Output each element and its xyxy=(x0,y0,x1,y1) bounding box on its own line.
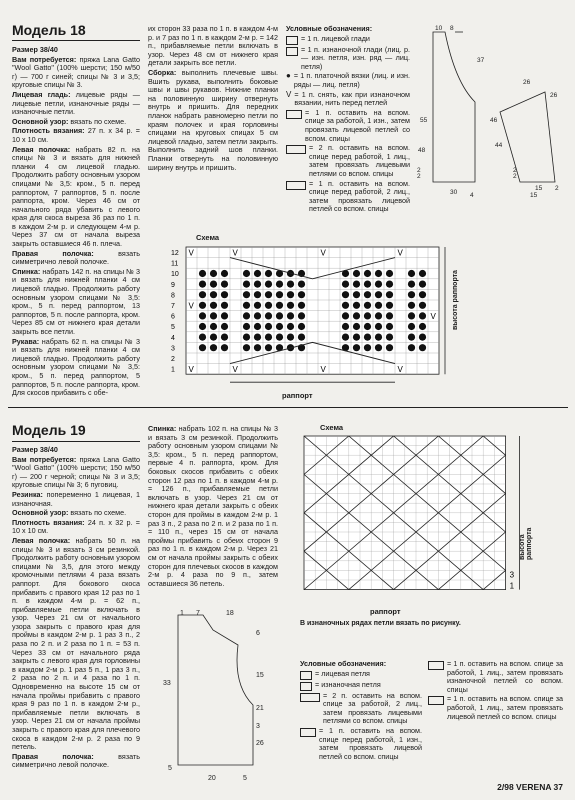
slip-v-mark: V xyxy=(320,365,326,375)
purl-dot xyxy=(243,302,250,309)
row-number: 4 xyxy=(171,334,175,342)
front-piece-outline xyxy=(433,32,475,182)
purl-dot xyxy=(265,323,272,330)
purl-dot xyxy=(243,334,250,341)
section-divider xyxy=(8,407,568,408)
paragraph xyxy=(12,456,140,490)
paragraph-lead: Рукава: xyxy=(12,336,40,346)
paragraph xyxy=(12,753,140,770)
row-number: 8 xyxy=(171,292,175,300)
cable-left-icon xyxy=(286,145,306,154)
cable-right-icon xyxy=(286,110,302,119)
purl-dot xyxy=(287,334,294,341)
purl-dot xyxy=(408,312,415,319)
purl-dot xyxy=(210,323,217,330)
rapport-label: раппорт xyxy=(370,607,401,616)
knit-square-icon xyxy=(300,671,312,680)
model-18-title: Модель 18 xyxy=(12,22,86,38)
paragraph-lead: Сборка: xyxy=(148,67,177,77)
purl-dot xyxy=(353,334,360,341)
purl-dot xyxy=(210,312,217,319)
legend-item: ● = 1 п. платочной вязки (лиц. и изн. ряды — лиц. петля) xyxy=(286,71,410,89)
purl-dot xyxy=(199,312,206,319)
purl-dot xyxy=(254,344,261,351)
purl-dot xyxy=(364,281,371,288)
row-number: 9 xyxy=(171,281,175,289)
purl-dot xyxy=(265,334,272,341)
paragraph-text: набрать 142 п. на спицы № 3 и вязать для нижней планки 4 см лицевой гладью. Продолжить работу основным узором спицами № 3,5: кром., 5 п. перед раппортом, 13 раппортов, 5 п. после раппорта, кром. Через 85 см от нижнего края детали закрыть все петли. xyxy=(12,266,140,336)
paragraph-lead: Основной узор: xyxy=(12,116,69,126)
purl-dot xyxy=(408,270,415,277)
purl-dot xyxy=(254,270,261,277)
paragraph xyxy=(12,56,140,90)
purl-dot xyxy=(419,323,426,330)
dim-label: 6 xyxy=(256,630,260,637)
purl-dot xyxy=(199,344,206,351)
purl-dot xyxy=(364,334,371,341)
purl-dot xyxy=(254,312,261,319)
dim-label: 2 xyxy=(555,185,559,192)
purl-dot xyxy=(265,302,272,309)
model-18-schema-title: Схема xyxy=(196,233,220,242)
purl-dot xyxy=(353,323,360,330)
paragraph-text: вязать симметрично левой полочке. xyxy=(12,248,140,267)
purl-dot xyxy=(265,291,272,298)
paragraph xyxy=(12,537,140,752)
legend-title: Условные обозначения: xyxy=(286,24,373,33)
purl-dot xyxy=(386,323,393,330)
model-19-column-2 xyxy=(148,425,278,595)
purl-dot xyxy=(419,270,426,277)
title-underline xyxy=(12,40,140,41)
paragraph-text: набрать 82 п. на спицы № 3 и вязать для нижней планки 4 см лицевой гладью. Продолжить работу основным узором спицами № 3,5: кром., 5 п. перед раппортом, 7 раппортов, 5 п. после раппорта, кром. Через 46 см от начального ряда убавить с левого края для скоса выреза 36 раз по 1 п. в каждом 2-м р. и следующем 4-м р. Через 37 см от начала выреза закрыть оставшиеся 46 п. плеча. xyxy=(12,144,140,249)
purl-dot xyxy=(375,291,382,298)
purl-dot xyxy=(298,291,305,298)
dim-label: 2 xyxy=(513,167,517,174)
purl-dot xyxy=(375,344,382,351)
purl-dot xyxy=(210,334,217,341)
paragraph xyxy=(12,446,140,455)
purl-dot xyxy=(408,302,415,309)
paragraph-text: 27 п. x 34 р. = 10 x 10 см. xyxy=(12,126,140,144)
dim-label: 15 xyxy=(535,185,543,192)
purl-dot xyxy=(254,291,261,298)
purl-dot-square-icon xyxy=(286,47,298,56)
model-19-title: Модель 19 xyxy=(12,422,86,438)
model-19-legend-left xyxy=(300,660,422,770)
paragraph-text: вязать симметрично левой полочке. xyxy=(12,751,140,770)
purl-dot xyxy=(408,291,415,298)
purl-dot xyxy=(342,334,349,341)
dim-label: 10 xyxy=(435,25,443,32)
row-number: 2 xyxy=(171,356,175,363)
row-number: 11 xyxy=(171,260,179,268)
paragraph-text: лицевые ряды — лицевые петли, изнаночные ряды — изнаночные петли. xyxy=(12,89,140,117)
purl-dot xyxy=(254,281,261,288)
paragraph-text: их сторон 33 раза по 1 п. в каждом 4-м р. и 7 раз по 1 п. в каждом 2-м р. = 142 п., прибавляемые петли включать в узор. Через 48 см от нижнего края детали закрыть все петли. xyxy=(148,24,278,68)
purl-dot xyxy=(243,270,250,277)
dim-label: 26 xyxy=(550,92,558,99)
purl-dot xyxy=(287,312,294,319)
legend-item: = 1 п. оставить на вспом. спице за работой, 1 лиц., затем провязать изнаночной петлей со вспом. спицы xyxy=(428,660,563,694)
legend-title: Условные обозначения: xyxy=(300,659,387,668)
row-number: 1 xyxy=(509,581,515,591)
cable-front-icon xyxy=(300,728,316,737)
slip-v-mark: V xyxy=(397,365,403,375)
paragraph xyxy=(12,338,140,398)
purl-dot xyxy=(375,302,382,309)
paragraph xyxy=(12,509,140,518)
row-number: 3 xyxy=(509,570,515,580)
purl-dot xyxy=(265,344,272,351)
model-19-legend-right xyxy=(428,660,563,750)
rapport-height-label: высота раппорта xyxy=(452,270,459,330)
paragraph xyxy=(12,250,140,267)
purl-dot xyxy=(243,323,250,330)
row-number: 3 xyxy=(171,345,175,353)
purl-dot xyxy=(298,334,305,341)
purl-dot xyxy=(199,334,206,341)
cable-right-purl-icon xyxy=(428,661,444,670)
cable-back-icon xyxy=(300,693,320,702)
purl-dot xyxy=(364,312,371,319)
paragraph-text: набрать 50 п. на спицы № 3 и вязать 3 см резинкой. Продолжить работу основным узором спицами № 3,5, для этого между кромочными петлями 4 раза вязать раппорт. Для бокового скоса прибавить с правого края 12 раз по 1 п. в каждом 4-м р. = 62 п., прибавляемые петли включать в узор. Через 21 см от начального узора закрыть с правого края для проймы в каждом 2-м р. 1 раз 3 п., 2 раза по 2 п. и 2 раза по 1 п. = 53 п. Через 33 см от начального ряда закрыть с левого края для горловины в каждом 2-м р. 1 раз 5 п., 1 раз 3 п., 2 раза по 2 п. и 4 раза по 1 п. Одновременно на высоте 15 см от начала проймы прибавить с правого края 9 раз по 1 п. в каждом 2-м р., прибавляемые петли включать в узор. Через 21 см от начала проймы закрыть с правого края для плечевого скоса в каждом 2-м р. 2 раза по 9 петель. xyxy=(12,535,140,752)
slip-v-mark: V xyxy=(188,248,194,258)
purl-dot xyxy=(199,270,206,277)
purl-dot xyxy=(276,281,283,288)
purl-dot xyxy=(408,344,415,351)
purl-dot xyxy=(221,281,228,288)
paragraph-text: попеременно 1 лицевая, 1 изнаночная. xyxy=(12,489,140,508)
purl-dot xyxy=(210,291,217,298)
model-18-column-1 xyxy=(12,46,140,401)
legend-item: = 2 п. оставить на вспом. спице перед работой, 1 лиц., затем провязать лицевыми петлями со вспом. спицы xyxy=(286,144,410,178)
purl-dot xyxy=(375,270,382,277)
purl-line-icon xyxy=(300,682,312,691)
purl-dot xyxy=(199,302,206,309)
paragraph-lead: Размер 38/40 xyxy=(12,45,58,54)
paragraph-lead: Правая полочка: xyxy=(12,751,94,761)
front-piece-outline xyxy=(178,615,253,765)
dim-label: 1 xyxy=(180,610,184,617)
purl-dot xyxy=(210,344,217,351)
purl-dot xyxy=(276,334,283,341)
dim-label: 2 xyxy=(417,173,421,180)
purl-dot xyxy=(364,344,371,351)
purl-dot xyxy=(419,281,426,288)
paragraph xyxy=(12,118,140,127)
purl-dot xyxy=(298,302,305,309)
purl-dot xyxy=(221,334,228,341)
row-number: 1 xyxy=(171,366,175,374)
paragraph xyxy=(12,268,140,337)
paragraph xyxy=(12,519,140,536)
knit-square-icon xyxy=(286,36,298,45)
purl-dot xyxy=(287,323,294,330)
purl-dot xyxy=(386,291,393,298)
purl-dot xyxy=(408,323,415,330)
model-18-column-2 xyxy=(148,25,278,230)
legend-item: = лицевая петля xyxy=(300,670,422,680)
paragraph-lead: Лицевая гладь: xyxy=(12,89,71,99)
dim-label: 48 xyxy=(418,147,426,154)
rapport-height-label: высота раппорта xyxy=(519,527,533,560)
model-19-schema-title: Схема xyxy=(320,423,344,432)
purl-dot xyxy=(254,323,261,330)
slip-v-mark: V xyxy=(188,365,194,375)
row-number: 12 xyxy=(171,250,179,257)
legend-item: = 2 п. оставить на вспом. спице за работой, 2 лиц., затем провязать лицевыми петлями со вспом. спицы xyxy=(300,692,422,726)
purl-dot xyxy=(287,302,294,309)
dim-label: 26 xyxy=(523,79,531,86)
purl-dot xyxy=(342,323,349,330)
paragraph-text: пряжа Lana Gatto "Wool Gatto" (100% шерсти; 150 м/50 г) — 200 г черной; спицы № 3 и 3,5; круговые спицы № 3; 6 пуговиц. xyxy=(12,454,140,490)
paragraph-lead: Вам потребуется: xyxy=(12,54,77,64)
dim-label: 18 xyxy=(226,610,234,617)
row-number: 7 xyxy=(171,303,175,310)
purl-dot xyxy=(353,302,360,309)
purl-dot xyxy=(298,281,305,288)
purl-dot xyxy=(221,312,228,319)
purl-dot xyxy=(276,302,283,309)
purl-dot xyxy=(199,291,206,298)
purl-dot xyxy=(342,281,349,288)
purl-dot xyxy=(342,291,349,298)
purl-dot xyxy=(276,323,283,330)
purl-dot xyxy=(353,291,360,298)
slip-v-mark: V xyxy=(430,312,436,322)
paragraph xyxy=(12,146,140,249)
purl-dot xyxy=(254,302,261,309)
paragraph-text: выполнить плечевые швы. Вшить рукава, выполнить боковые швы и швы рукавов. Нижние планки на половинную ширину отвернуть внутрь и пришить. Для передних планок набрать равномерно петли по краям полочек и края горловины спицами на круговых спицах 5 см лицевой гладью, затем петли закрыть. Выполнить задний шов планки. Планки отвернуть на половинную ширину внутрь и пришить. xyxy=(148,67,278,172)
purl-dot xyxy=(408,334,415,341)
purl-dot xyxy=(386,344,393,351)
purl-dot xyxy=(364,323,371,330)
purl-dot xyxy=(298,312,305,319)
rapport-label: раппорт xyxy=(282,391,313,400)
paragraph-lead: Размер 38/40 xyxy=(12,445,58,454)
dim-label: 15 xyxy=(530,192,538,199)
legend-item: = 1 п. оставить на вспом. спице за работой, 1 лиц., затем провязать лицевой петлей со вспом. спицы xyxy=(428,695,563,721)
paragraph-lead: Основной узор: xyxy=(12,508,69,518)
legend-item: = 1 п. оставить на вспом. спице перед работой, 2 лиц., затем провязать лицевой петлей со вспом. спицы xyxy=(286,180,410,214)
purl-dot xyxy=(243,281,250,288)
purl-dot xyxy=(419,302,426,309)
purl-dot xyxy=(265,281,272,288)
purl-dot xyxy=(221,302,228,309)
paragraph-lead: Правая полочка: xyxy=(12,248,94,258)
dim-label: 33 xyxy=(163,680,171,687)
dim-label: 5 xyxy=(168,765,172,772)
paragraph-text: пряжа Lana Gatto "Wool Gatto" (100% шерсти; 150 м/50 г) — 700 г синей; спицы № 3 и 3,5; круговые спицы № 3. xyxy=(12,54,140,90)
purl-dot xyxy=(375,281,382,288)
paragraph-text: 24 п. x 32 р. = 10 x 10 см. xyxy=(12,517,140,536)
slip-v-mark: V xyxy=(188,301,194,311)
dim-label: 2 xyxy=(417,167,421,174)
paragraph xyxy=(148,425,278,588)
sleeve-outline xyxy=(500,92,555,182)
purl-dot xyxy=(419,312,426,319)
purl-dot xyxy=(353,270,360,277)
purl-dot xyxy=(419,344,426,351)
purl-dot xyxy=(210,270,217,277)
paragraph-lead: Плотность вязания: xyxy=(12,126,85,136)
purl-dot xyxy=(386,281,393,288)
paragraph-text: набрать 102 п. на спицы № 3 и вязать 3 см резинкой. Продолжить работу основным узором спицами № 3,5: кром., 5 п. перед раппортом, первые 4 п. раппорта, кром. Для боковых скосов прибавить с обеих сторон 12 раз по 1 п. в каждом 4-м р. = 126 п., прибавляемые петли включать в узор. Через 21 см от нижнего края детали закрыть с обеих сторон для проймы в каждом 2-м р. 1 раз 3 п., 2 раза по 2 п. и 2 раза по 1 п. = 110 п., через 15 см от начала проймы прибавить с обеих сторон 9 раз по 1 п. в каждом 2-м р. Через 21 см от начала проймы закрыть с обеих сторон для плечевых скосов в каждом 2-м р. 4 раза по 9 п., затем оставшиеся 36 петель. xyxy=(148,424,278,588)
model-18-garment-diagram xyxy=(415,22,570,212)
dim-label: 7 xyxy=(196,610,200,617)
purl-row-note: В изнаночных рядах петли вязать по рисунку. xyxy=(300,620,461,627)
purl-dot xyxy=(287,291,294,298)
model-19-chart xyxy=(300,432,515,602)
purl-dot xyxy=(375,323,382,330)
paragraph xyxy=(148,69,278,172)
dim-label: 55 xyxy=(420,117,428,124)
purl-dot xyxy=(221,270,228,277)
row-number: 5 xyxy=(171,324,175,332)
legend-item: = 1 п. изнаночной глади (лиц. р. — изн. петля, изн. ряд — лиц. петля) xyxy=(286,46,410,72)
purl-dot xyxy=(243,312,250,319)
dim-label: 21 xyxy=(256,705,264,712)
purl-dot xyxy=(221,323,228,330)
purl-dot xyxy=(210,302,217,309)
paragraph-lead: Плотность вязания: xyxy=(12,517,85,527)
purl-dot xyxy=(364,270,371,277)
paragraph-text: вязать по схеме. xyxy=(68,508,127,518)
purl-dot xyxy=(408,281,415,288)
paragraph-lead: Левая полочка: xyxy=(12,144,71,154)
purl-dot xyxy=(386,312,393,319)
purl-dot xyxy=(265,270,272,277)
dim-label: 30 xyxy=(450,189,458,196)
purl-dot xyxy=(386,334,393,341)
paragraph-lead: Вам потребуется: xyxy=(12,454,77,464)
purl-dot xyxy=(221,291,228,298)
paragraph-lead: Спинка: xyxy=(148,424,177,433)
legend-item: = изнаночная петля xyxy=(300,681,422,691)
paragraph-text: вязать по схеме. xyxy=(68,116,127,126)
dim-label: 8 xyxy=(450,25,454,32)
purl-dot xyxy=(210,281,217,288)
slip-v-mark: V xyxy=(397,248,403,258)
paragraph xyxy=(12,91,140,117)
purl-dot xyxy=(298,323,305,330)
paragraph xyxy=(12,46,140,55)
purl-dot xyxy=(342,302,349,309)
purl-dot xyxy=(276,312,283,319)
slip-v-mark: V xyxy=(232,248,238,258)
purl-dot xyxy=(353,312,360,319)
paragraph xyxy=(12,127,140,144)
purl-dot xyxy=(419,334,426,341)
purl-dot xyxy=(386,270,393,277)
paragraph xyxy=(148,25,278,68)
v-slip-icon: V xyxy=(286,89,292,99)
purl-dot xyxy=(419,291,426,298)
legend-item: = 1 п. оставить на вспом. спице перед работой, 1 изн., затем провязать лицевой петлей со вспом. спицы xyxy=(300,727,422,761)
paragraph-lead: Спинка: xyxy=(12,266,41,276)
cable-right-knit-icon xyxy=(428,696,444,705)
purl-dot xyxy=(254,334,261,341)
dim-label: 46 xyxy=(490,117,498,124)
legend-item: = 1 п. оставить на вспом. спице за работой, 1 изн., затем провязать лицевой петлей со вспом. спицы xyxy=(286,109,410,143)
page-footer: 2/98 VERENA 37 xyxy=(497,782,563,792)
purl-dot xyxy=(375,312,382,319)
dim-label: 3 xyxy=(256,723,260,730)
legend-item: V = 1 п. снять, как при изнаночном вязании, нить перед петлей xyxy=(286,89,410,108)
paragraph-lead: Резинка: xyxy=(12,489,43,499)
dim-label: 5 xyxy=(243,775,247,782)
purl-dot xyxy=(364,291,371,298)
title-underline xyxy=(12,441,140,442)
purl-dot xyxy=(265,312,272,319)
purl-dot xyxy=(287,281,294,288)
purl-dot xyxy=(375,334,382,341)
model-18-chart xyxy=(168,243,443,378)
dim-label: 44 xyxy=(495,142,503,149)
purl-dot xyxy=(243,291,250,298)
dim-label: 20 xyxy=(208,775,216,782)
paragraph xyxy=(12,491,140,508)
legend-item: = 1 п. лицевой глади xyxy=(286,35,410,45)
dim-label: 26 xyxy=(256,740,264,747)
cable-cross-icon xyxy=(286,181,306,190)
slip-v-mark: V xyxy=(320,248,326,258)
row-number: 10 xyxy=(171,271,179,279)
purl-dot xyxy=(221,344,228,351)
purl-dot xyxy=(342,312,349,319)
purl-dot xyxy=(364,302,371,309)
purl-dot xyxy=(353,344,360,351)
dim-label: 2 xyxy=(513,173,517,180)
model-18-legend xyxy=(286,25,410,230)
model-19-garment-diagram xyxy=(158,605,288,785)
dot-icon: ● xyxy=(286,71,291,81)
model-19-column-1 xyxy=(12,446,140,768)
purl-dot xyxy=(199,281,206,288)
purl-dot xyxy=(276,291,283,298)
purl-dot xyxy=(386,302,393,309)
paragraph-text: набрать 62 п. на спицы № 3 и вязать для нижней планки 4 см лицевой гладью. Продолжить работу основным узором спицами № 3,5: кром., 5 п. перед раппортом, 5 раппортов, 5 п. после раппорта, кром. Для скосов прибавить с обе- xyxy=(12,336,140,398)
dim-label: 37 xyxy=(477,57,485,64)
purl-dot xyxy=(199,323,206,330)
dim-label: 15 xyxy=(256,672,264,679)
slip-v-mark: V xyxy=(232,365,238,375)
dim-label: 4 xyxy=(470,192,474,199)
paragraph-lead: Левая полочка: xyxy=(12,535,71,545)
purl-dot xyxy=(243,344,250,351)
row-number: 6 xyxy=(171,313,175,321)
purl-dot xyxy=(353,281,360,288)
